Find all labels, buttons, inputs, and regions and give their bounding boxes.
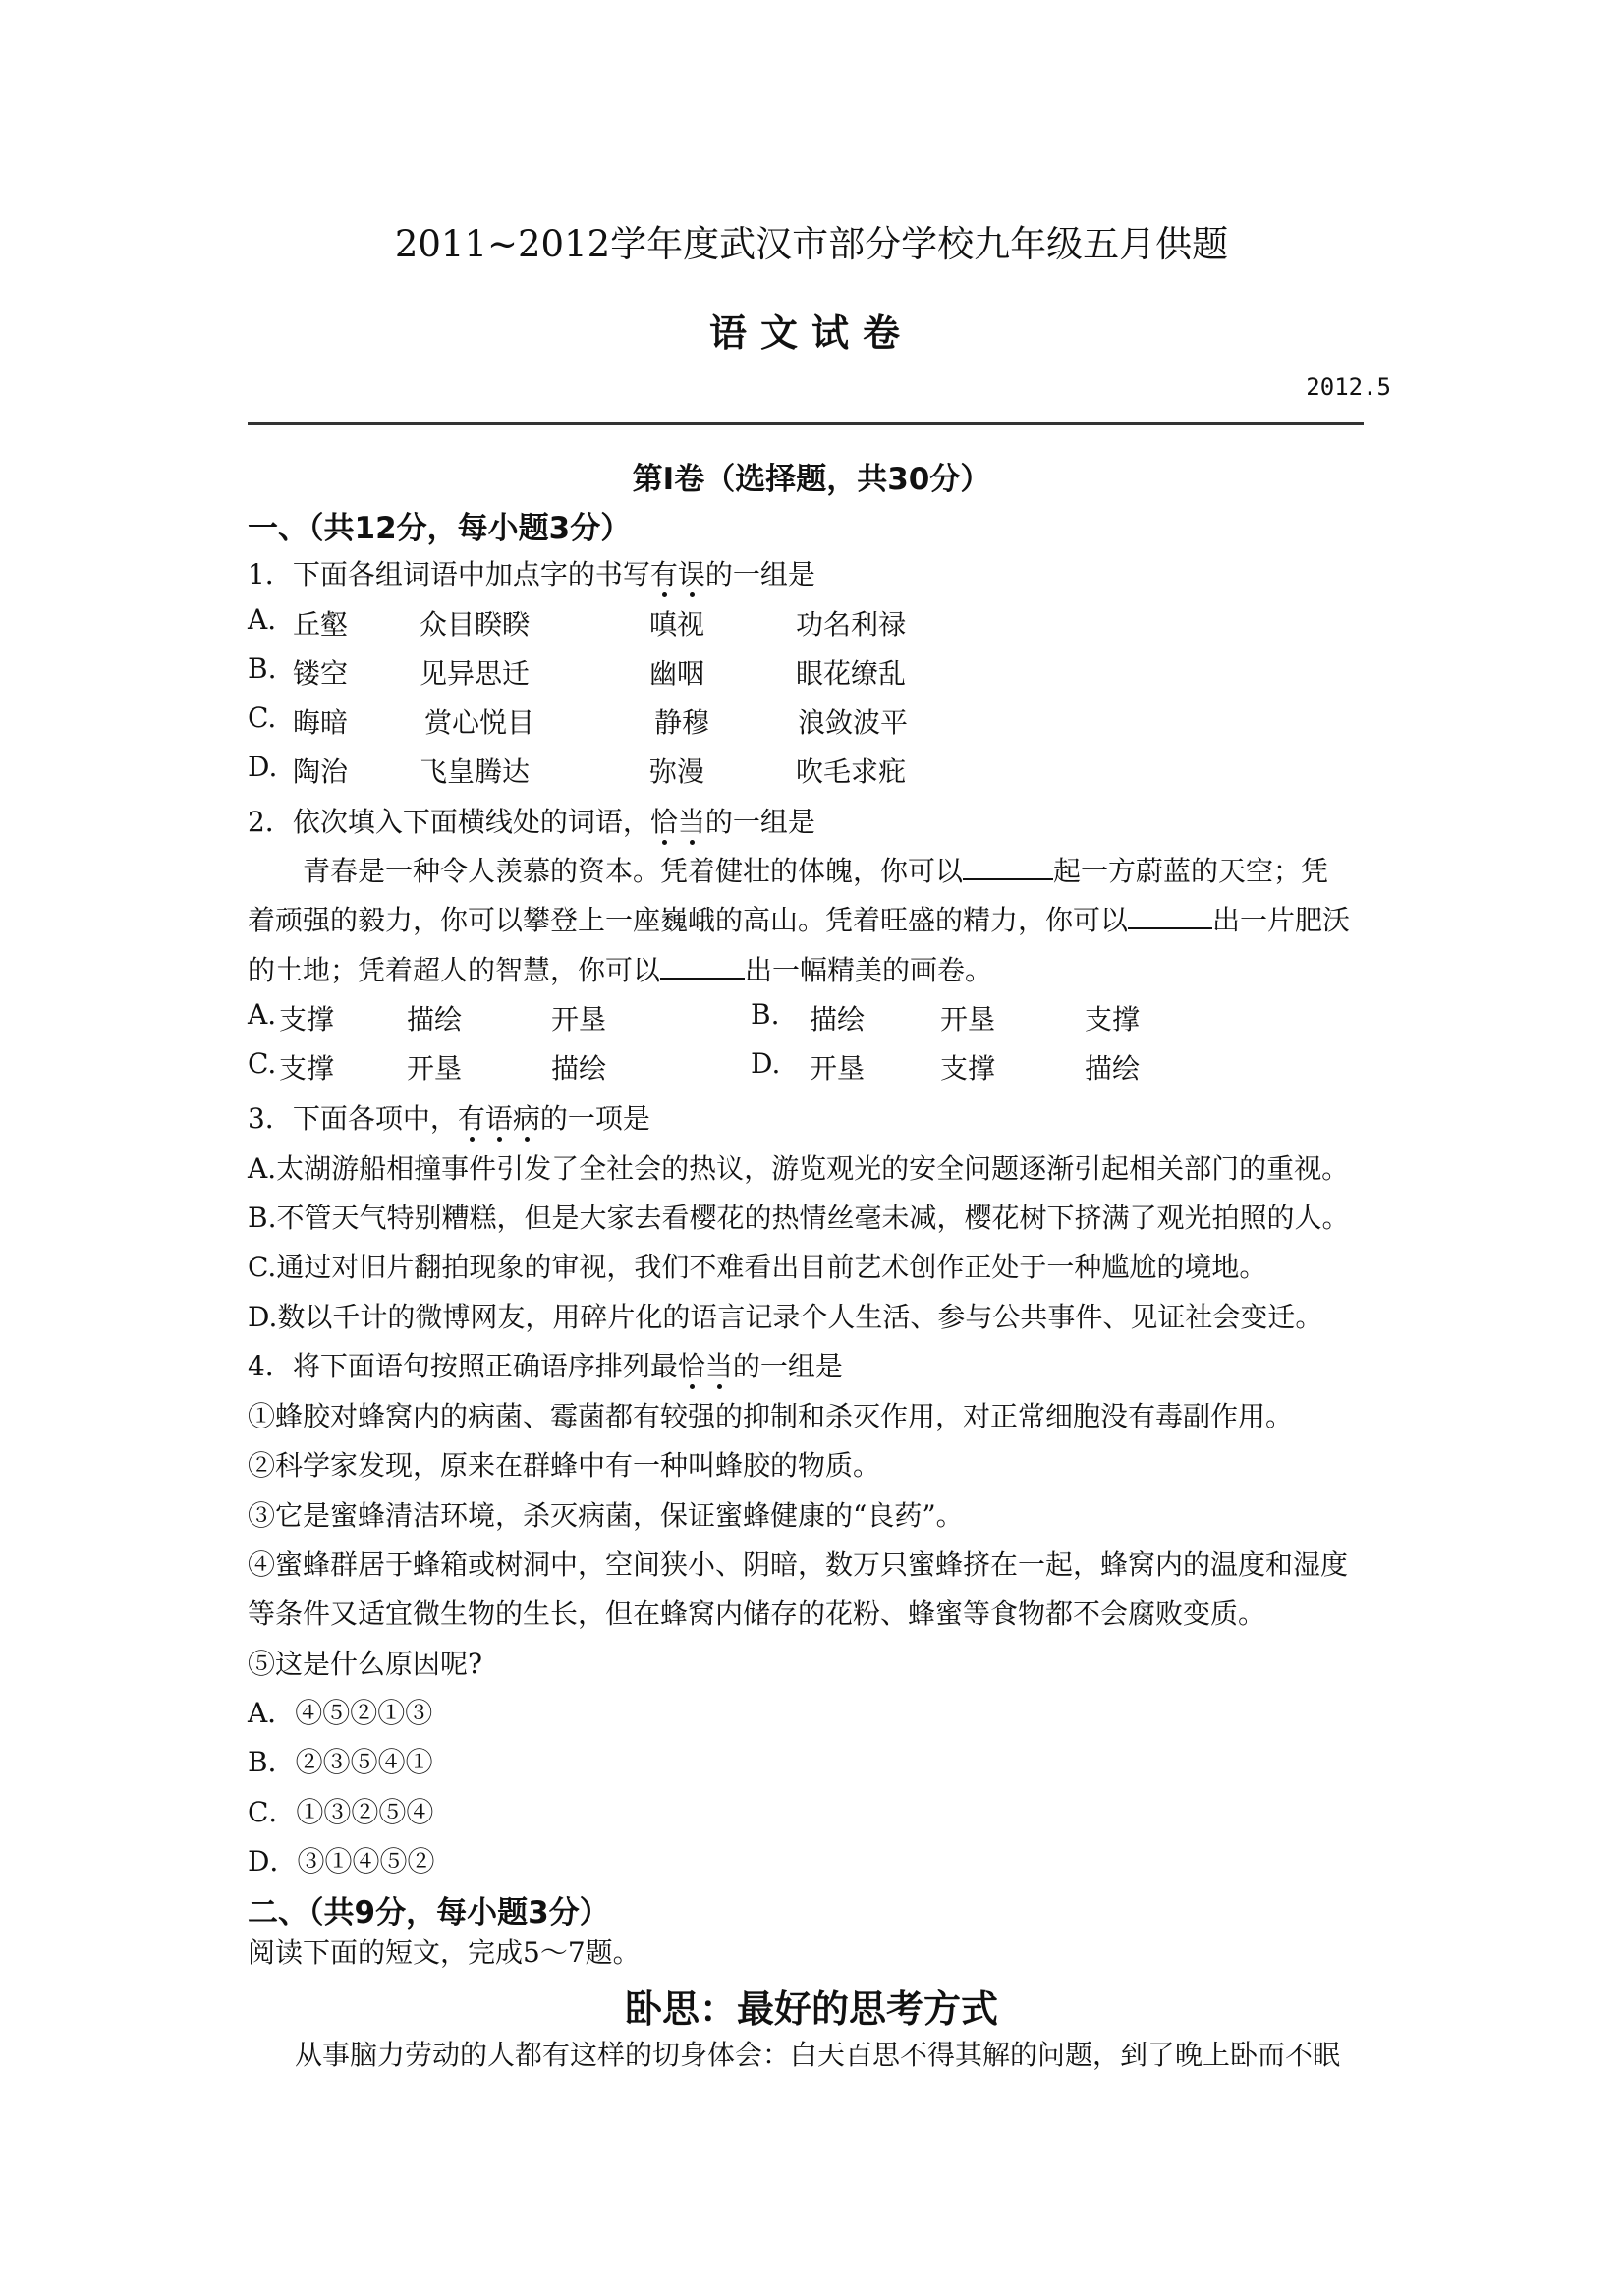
q1-option-letter: D.	[248, 751, 278, 783]
q1-word: 眼花缭乱	[796, 657, 907, 690]
q1-word: 晦暗	[293, 706, 349, 739]
q1-word: 众目睽睽	[420, 608, 531, 641]
q1-option-letter: C.	[248, 701, 277, 734]
q2-option-word: 描绘	[1085, 1052, 1141, 1085]
q2-option-word: 描绘	[551, 1052, 607, 1085]
q4-sentence: ③它是蜜蜂清洁环境，杀灭病菌，保证蜜蜂健康的“良药”。	[248, 1499, 964, 1532]
q4-sentence: ①蜂胶对蜂窝内的病菌、霉菌都有较强的抑制和杀灭作用，对正常细胞没有毒副作用。	[248, 1400, 1294, 1432]
exam-date: 2012.5	[1306, 373, 1391, 401]
q2-option-word: 开垦	[551, 1003, 607, 1036]
exam-subtitle: 语文试卷	[708, 311, 914, 355]
q1-word: 嗔视	[649, 608, 705, 641]
section-title: 第Ⅰ卷（选择题，共30分）	[632, 462, 991, 497]
q4-option: D．③①④⑤②	[248, 1845, 435, 1877]
fill-blank	[1128, 906, 1212, 929]
q1-word: 丘壑	[293, 608, 349, 641]
header-divider	[248, 422, 1364, 425]
q2-option-word: 开垦	[940, 1003, 996, 1036]
q2-option-word: 支撑	[279, 1003, 335, 1036]
q1-word: 静穆	[654, 706, 710, 739]
q4-option: A．④⑤②①③	[248, 1697, 433, 1729]
q2-option-word: 开垦	[810, 1052, 866, 1085]
q3-option: A.太湖游船相撞事件引发了全社会的热议，游览观光的安全问题逐渐引起相关部门的重视。	[248, 1152, 1350, 1185]
q1-word: 陶治	[293, 756, 349, 788]
q3-option: C.通过对旧片翻拍现象的审视，我们不难看出目前艺术创作正处于一种尴尬的境地。	[248, 1251, 1267, 1283]
q2-option-word: 支撑	[1085, 1003, 1141, 1036]
q4-sentence: ④蜜蜂群居于蜂箱或树洞中，空间狭小、阴暗，数万只蜜蜂挤在一起，蜂窝内的温度和湿度	[248, 1548, 1349, 1581]
q1-word: 赏心悦目	[424, 706, 535, 739]
article-first-line: 从事脑力劳动的人都有这样的切身体会：白天百思不得其解的问题，到了晚上卧而不眠	[295, 2039, 1341, 2071]
fill-blank	[660, 956, 745, 980]
q2-option-word: 描绘	[407, 1003, 463, 1036]
article-title: 卧思：最好的思考方式	[624, 1988, 998, 2031]
part2-intro: 阅读下面的短文，完成5～7题。	[248, 1936, 641, 1969]
q1-option-letter: B.	[248, 652, 277, 685]
q2-option-word: 开垦	[407, 1052, 463, 1085]
q1-word: 见异思迁	[420, 657, 531, 690]
page-title: 2011~2012学年度武汉市部分学校九年级五月供题	[394, 223, 1229, 265]
q4-sentence: ⑤这是什么原因呢?	[248, 1648, 483, 1680]
q2-option-letter: C.	[248, 1047, 277, 1080]
q1-word: 镂空	[293, 657, 349, 690]
part1-heading: 一、（共12分，每小题3分）	[248, 511, 632, 546]
q2-option-word: 支撑	[279, 1052, 335, 1085]
q2-passage-line: 着顽强的毅力，你可以攀登上一座巍峨的高山。凭着旺盛的精力，你可以 出一片肥沃	[248, 904, 1351, 936]
q1-word: 弥漫	[649, 756, 705, 788]
q4-option: C．①③②⑤④	[248, 1796, 434, 1828]
q3-option: D.数以千计的微博网友，用碎片化的语言记录个人生活、参与公共事件、见证社会变迁。	[248, 1301, 1323, 1333]
q2-option-word: 描绘	[810, 1003, 866, 1036]
q2-passage-line: 青春是一种令人羡慕的资本。凭着健壮的体魄，你可以 起一方蔚蓝的天空；凭	[303, 855, 1329, 887]
question-3-stem: 3．下面各项中，有语病的一项是	[248, 1102, 650, 1135]
part2-heading: 二、（共9分，每小题3分）	[248, 1895, 610, 1931]
q3-option: B.不管天气特别糟糕，但是大家去看樱花的热情丝毫未减，樱花树下挤满了观光拍照的人。	[248, 1202, 1350, 1234]
q1-word: 飞皇腾达	[420, 756, 531, 788]
q1-word: 吹毛求疪	[796, 756, 907, 788]
q2-option-letter: A.	[248, 998, 277, 1031]
q2-option-letter: B.	[751, 998, 780, 1031]
q4-sentence: 等条件又适宜微生物的生长，但在蜂窝内储存的花粉、蜂蜜等食物都不会腐败变质。	[248, 1597, 1266, 1630]
question-4-stem: 4．将下面语句按照正确语序排列最恰当的一组是	[248, 1350, 843, 1382]
q1-option-letter: A.	[248, 603, 277, 636]
q4-sentence: ②科学家发现，原来在群蜂中有一种叫蜂胶的物质。	[248, 1449, 881, 1482]
question-2-stem: 2．依次填入下面横线处的词语，恰当的一组是	[248, 806, 815, 838]
q1-word: 浪敛波平	[798, 706, 909, 739]
fill-blank	[963, 857, 1053, 880]
q2-option-word: 支撑	[940, 1052, 996, 1085]
q2-option-letter: D.	[751, 1047, 781, 1080]
q1-word: 幽咽	[649, 657, 705, 690]
question-1-stem: 1．下面各组词语中加点字的书写有误的一组是	[248, 558, 815, 590]
q4-option: B．②③⑤④①	[248, 1746, 433, 1778]
q1-word: 功名利禄	[796, 608, 907, 641]
q2-passage-line: 的土地；凭着超人的智慧，你可以 出一幅精美的画卷。	[248, 954, 993, 986]
